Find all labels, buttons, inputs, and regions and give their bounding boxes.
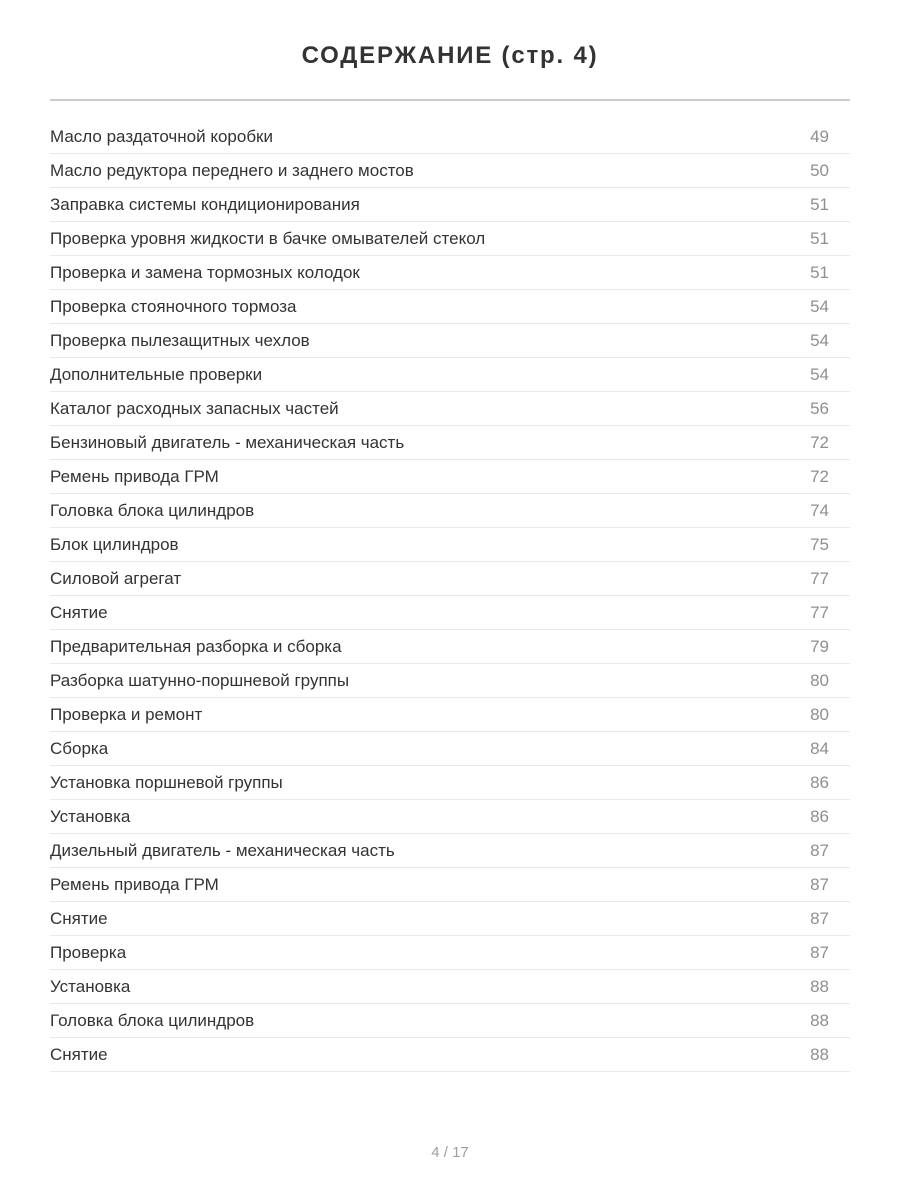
toc-entry-page-number: 80 [810,704,829,724]
toc-entry-page-number: 88 [810,1010,829,1030]
toc-entry[interactable] [50,834,850,868]
toc-entry-title: Дополнительные проверки [50,364,263,384]
toc-entry-title: Дизельный двигатель - механическая часть [50,840,395,860]
toc-entry-page-number: 88 [810,1044,829,1064]
toc-entry-title: Каталог расходных запасных частей [50,398,339,418]
toc-entry[interactable] [50,664,850,698]
toc-entry[interactable] [50,120,850,154]
toc-entry-title: Установка [50,806,131,826]
toc-entry-page-number: 87 [810,908,829,928]
toc-entry[interactable] [50,970,850,1004]
toc-entry-page-number: 75 [810,534,829,554]
toc-entry[interactable] [50,800,850,834]
toc-entry-page-number: 72 [810,432,829,452]
toc-entry[interactable] [50,596,850,630]
toc-entry-page-number: 86 [810,806,829,826]
toc-entry-page-number: 54 [810,364,829,384]
toc-entry[interactable] [50,188,850,222]
page-indicator: 4 / 17 [431,1144,469,1161]
toc-entry-title: Масло раздаточной коробки [50,126,273,146]
toc-entry-page-number: 88 [810,976,829,996]
toc-entry-page-number: 51 [810,262,829,282]
toc-entry-page-number: 54 [810,330,829,350]
toc-entry[interactable] [50,1038,850,1072]
toc-entry-page-number: 51 [810,228,829,248]
toc-entry-page-number: 72 [810,466,829,486]
toc-entry-title: Проверка и замена тормозных колодок [50,262,360,282]
toc-entry[interactable] [50,936,850,970]
toc-entry-page-number: 86 [810,772,829,792]
toc-entry-title: Проверка уровня жидкости в бачке омывателей стекол [50,228,486,248]
toc-entry[interactable] [50,630,850,664]
toc-entry-title: Ремень привода ГРМ [50,466,219,486]
toc-entry[interactable] [50,324,850,358]
toc-entry-title: Снятие [50,602,108,622]
toc-entry-page-number: 54 [810,296,829,316]
toc-entry-page-number: 77 [810,602,829,622]
toc-entry-page-number: 50 [810,160,829,180]
toc-entry[interactable] [50,562,850,596]
toc-entry[interactable] [50,528,850,562]
toc-entry-page-number: 74 [810,500,829,520]
toc-entry-page-number: 49 [810,126,829,146]
toc-entry-title: Проверка [50,942,127,962]
toc-entry[interactable] [50,460,850,494]
toc-entry-title: Сборка [50,738,109,758]
toc-entry-title: Заправка системы кондиционирования [50,194,360,214]
toc-entry-title: Установка [50,976,131,996]
toc-entry-title: Проверка и ремонт [50,704,203,724]
toc-entry-title: Бензиновый двигатель - механическая часть [50,432,405,452]
toc-entry-page-number: 87 [810,840,829,860]
toc-entry-title: Разборка шатунно-поршневой группы [50,670,350,690]
toc-entry[interactable] [50,1004,850,1038]
toc-entry[interactable] [50,868,850,902]
toc-entry-title: Предварительная разборка и сборка [50,636,342,656]
toc-entry-title: Установка поршневой группы [50,772,283,792]
toc-entry[interactable] [50,698,850,732]
toc-entry[interactable] [50,426,850,460]
toc-list [50,120,850,1072]
toc-entry-title: Силовой агрегат [50,568,182,588]
toc-entry-page-number: 56 [810,398,829,418]
toc-entry[interactable] [50,732,850,766]
toc-entry-page-number: 51 [810,194,829,214]
toc-entry-page-number: 77 [810,568,829,588]
toc-entry-title: Снятие [50,1044,108,1064]
toc-entry[interactable] [50,766,850,800]
toc-entry-title: Головка блока цилиндров [50,500,255,520]
toc-entry-title: Головка блока цилиндров [50,1010,255,1030]
toc-entry[interactable] [50,392,850,426]
toc-entry[interactable] [50,256,850,290]
toc-entry[interactable] [50,290,850,324]
title-divider [50,99,850,101]
toc-entry-page-number: 87 [810,942,829,962]
toc-entry-title: Проверка стояночного тормоза [50,296,297,316]
toc-entry[interactable] [50,222,850,256]
toc-entry-page-number: 79 [810,636,829,656]
page-title: СОДЕРЖАНИЕ (стр. 4) [301,42,599,69]
toc-entry-page-number: 87 [810,874,829,894]
toc-entry-title: Проверка пылезащитных чехлов [50,330,310,350]
toc-entry[interactable] [50,154,850,188]
toc-entry[interactable] [50,902,850,936]
toc-entry-title: Блок цилиндров [50,534,179,554]
toc-entry[interactable] [50,494,850,528]
toc-entry-title: Ремень привода ГРМ [50,874,219,894]
toc-entry-title: Снятие [50,908,108,928]
toc-entry-page-number: 80 [810,670,829,690]
toc-entry[interactable] [50,358,850,392]
toc-entry-page-number: 84 [810,738,829,758]
toc-entry-title: Масло редуктора переднего и заднего мостов [50,160,414,180]
